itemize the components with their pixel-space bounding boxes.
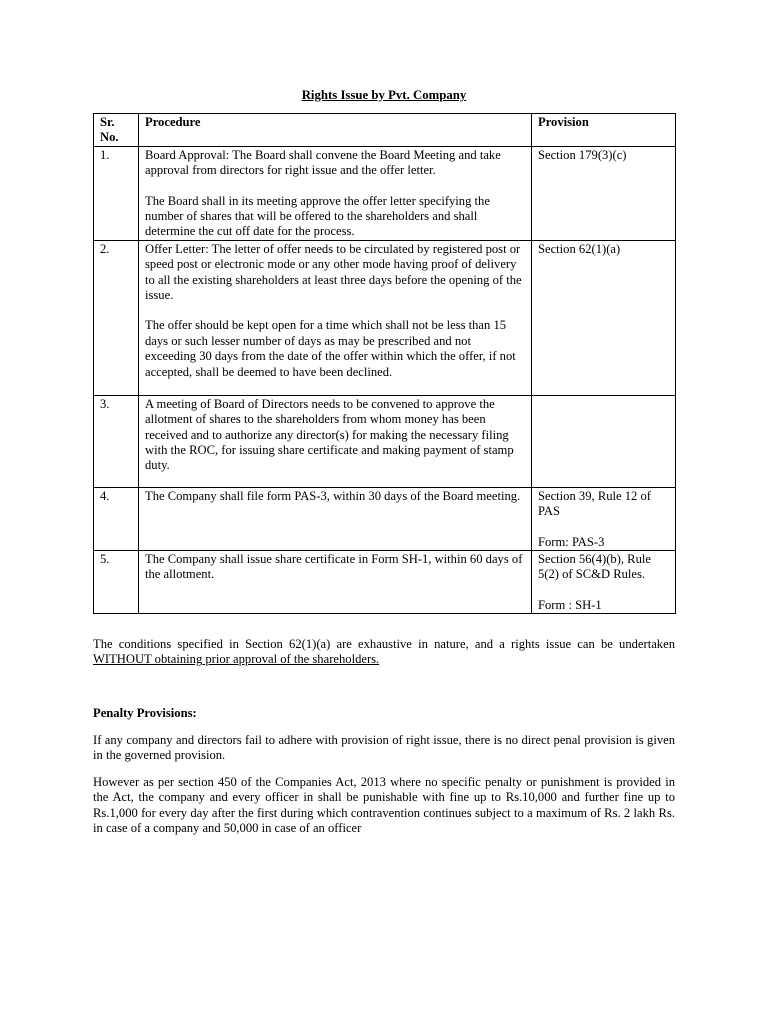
row-procedure — [139, 146, 532, 240]
procedure-paragraph: The offer should be kept open for a time which shall not be less than 15 days or such lesser number of days as may be prescribed and not exceeding 30 days from the date of the offer within which the offer, if not accepted, shall be deemed to have been declined. — [145, 318, 516, 379]
procedure-paragraph: Offer Letter: The letter of offer needs to be circulated by registered post or speed post or electronic mode or any other mode having proof of delivery to all the existing shareholders at least three days before the opening of the issue. — [145, 241, 522, 303]
row-provision — [532, 551, 676, 614]
provision-line: Section 62(1)(a) — [538, 241, 621, 256]
provision-line: Form: PAS-3 — [538, 534, 605, 549]
penalty-paragraph-2: However as per section 450 of the Companies Act, 2013 where no specific penalty or punishment is provided in the Act, the company and every officer in shall be punishable with fine up to Rs.10,000 and further fine up to Rs.1,000 for every day after the first during which contravention continues subject to a maximum of Rs. 2 lakh Rs. in case of a company and 50,000 in case of an officer — [93, 775, 675, 836]
table-header-row — [94, 114, 676, 147]
table-row — [94, 487, 676, 550]
header-procedure: Procedure — [139, 114, 532, 147]
procedure-paragraph: The Company shall issue share certificate in Form SH-1, within 60 days of the allotment. — [145, 552, 523, 582]
row-provision — [532, 146, 676, 240]
table-row — [94, 395, 676, 487]
penalty-paragraph-1: If any company and directors fail to adhere with provision of right issue, there is no direct penal provision is given in the governed provision. — [93, 733, 675, 763]
row-procedure — [139, 487, 532, 550]
procedure-paragraph: Board Approval: The Board shall convene the Board Meeting and take approval from directors for right issue and the offer letter. — [145, 147, 501, 178]
row-provision — [532, 395, 676, 487]
conditions-underlined: WITHOUT obtaining prior approval of the shareholders. — [93, 652, 380, 667]
row-sr-no: 5. — [94, 551, 139, 614]
document-title: Rights Issue by Pvt. Company — [301, 88, 467, 102]
provision-line: Section 56(4)(b), Rule 5(2) of SC&D Rules. — [538, 552, 651, 582]
conditions-text: The conditions specified in Section 62(1)(a) are exhaustive in nature, and a rights issue can be undertaken — [93, 637, 675, 651]
provision-line: Section 179(3)(c) — [538, 147, 627, 162]
provision-line: Section 39, Rule 12 of PAS — [538, 488, 651, 519]
procedure-paragraph: A meeting of Board of Directors needs to be convened to approve the allotment of shares to the shareholders from whom money has been received and to authorize any director(s) for making the necessary filing with the ROC, for issuing share certificate and making payment of stamp duty. — [145, 396, 514, 473]
row-sr-no: 1. — [94, 146, 139, 240]
provision-line: Form : SH-1 — [538, 597, 602, 612]
row-provision — [532, 240, 676, 395]
row-procedure — [139, 551, 532, 614]
conditions-paragraph — [93, 637, 675, 668]
header-provision: Provision — [532, 114, 676, 147]
procedure-table — [93, 113, 676, 614]
row-sr-no: 2. — [94, 240, 139, 395]
table-row — [94, 240, 676, 395]
procedure-paragraph: The Board shall in its meeting approve the offer letter specifying the number of shares that will be offered to the shareholders and shall determine the cut off date for the process. — [145, 193, 490, 239]
table-row — [94, 551, 676, 614]
row-sr-no: 4. — [94, 487, 139, 550]
row-provision — [532, 487, 676, 550]
row-procedure — [139, 395, 532, 487]
header-sr-no: Sr. No. — [94, 114, 139, 147]
row-sr-no: 3. — [94, 395, 139, 487]
procedure-paragraph: The Company shall file form PAS-3, within 30 days of the Board meeting. — [145, 488, 521, 503]
table-row — [94, 146, 676, 240]
row-procedure — [139, 240, 532, 395]
penalty-heading: Penalty Provisions: — [93, 706, 197, 720]
